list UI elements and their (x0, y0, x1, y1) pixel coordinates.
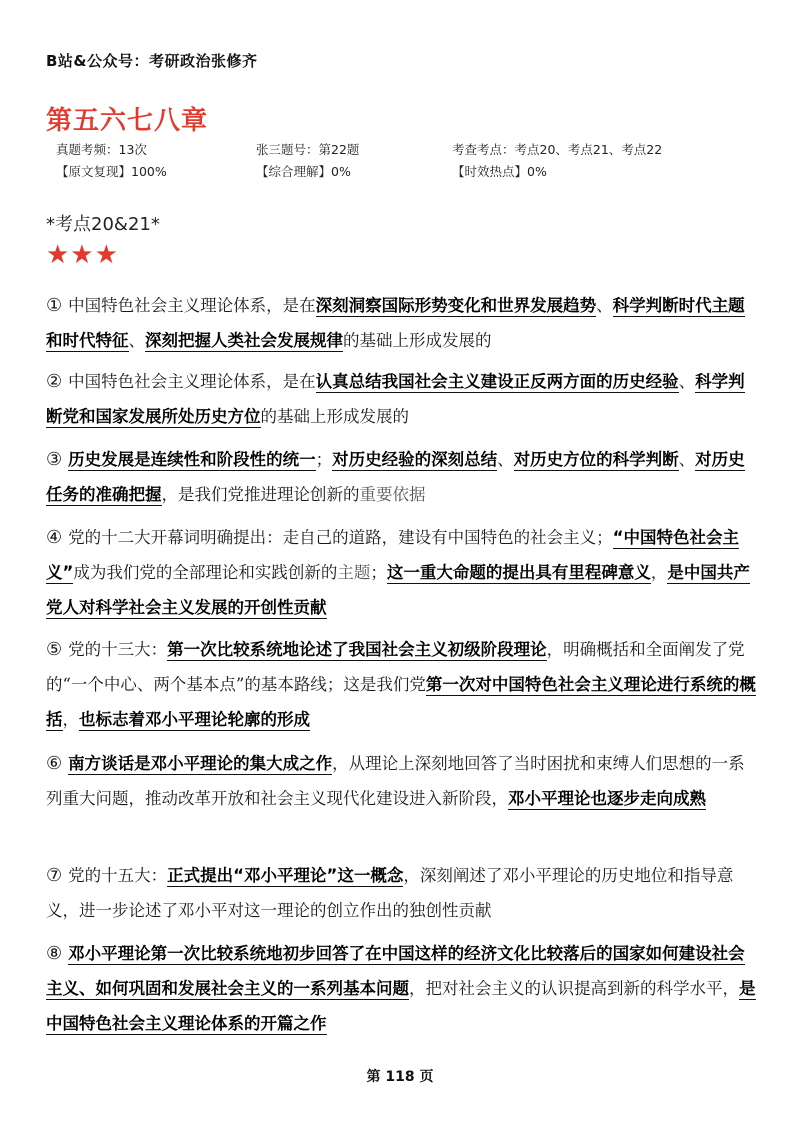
point-5 (46, 632, 758, 737)
key-phrase: 第一次对中国特色社会主义理论进行系统的概括 (46, 675, 756, 729)
meta-exam-frequency: 真题考频：13次 (56, 142, 147, 157)
point-number: ⑦ (46, 865, 63, 886)
meta-grid (56, 140, 756, 184)
text-segment: 、 (678, 372, 696, 391)
text-segment: ； (315, 450, 333, 469)
key-phrase: 也标志着邓小平理论轮廓的形成 (79, 710, 310, 729)
point-text (46, 640, 756, 731)
point-number: ⑧ (46, 943, 63, 964)
point-text (46, 296, 745, 352)
text-segment: ，从理论上深刻地回答了当时困扰和束缚人们思想的一系列重大问题，推动改革开放和社会主义现代化建设进入新阶段， (46, 754, 745, 808)
key-phrase: “中国特色社会主义” (46, 528, 739, 582)
point-number: ④ (46, 527, 63, 548)
point-4 (46, 520, 758, 625)
meta-row-frequency (56, 140, 756, 162)
meta-original-text: 【原文复现】100% (56, 164, 167, 179)
point-number: ② (46, 371, 63, 392)
meta-question-number: 张三题号：第22题 (256, 142, 360, 157)
point-text (46, 866, 733, 920)
meta-comprehension: 【综合理解】0% (256, 164, 351, 179)
importance-stars: ★★★ (46, 240, 119, 270)
text-segment: 的基础上形成发展的 (343, 331, 492, 350)
text-segment: 党的十三大： (68, 640, 168, 659)
text-segment: ，把对社会主义的认识提高到新的科学水平， (409, 979, 739, 998)
text-segment: ， (650, 563, 668, 582)
page-number: 第 118 页 (366, 1069, 434, 1085)
point-text (46, 450, 745, 506)
text-segment: 的基础上形成发展的 (260, 407, 409, 426)
key-phrase: 对历史方位的科学判断 (513, 450, 679, 469)
point-number: ③ (46, 449, 63, 470)
text-segment: 、 (596, 296, 613, 315)
key-phrase: 是中国特色社会主义理论体系的开篇之作 (46, 979, 756, 1033)
point-number: ⑥ (46, 753, 63, 774)
key-phrase: 认真总结我国社会主义建设正反两方面的历史经验 (315, 372, 679, 391)
text-segment: 中国特色社会主义理论体系，是在 (68, 296, 316, 315)
key-phrase: 对历史经验的深刻总结 (332, 450, 498, 469)
text-segment: ，深刻阐述了邓小平理论的历史地位和指导意义，进一步论述了邓小平对这一理论的创立作出的独创性贡献 (46, 866, 734, 920)
point-number: ① (46, 295, 63, 316)
text-segment: 、 (128, 331, 145, 350)
key-phrase: 邓小平理论也逐步走向成熟 (508, 789, 706, 808)
header-source: B站&公众号：考研政治张修齐 (46, 52, 258, 70)
key-phrase: 科学判断时代主题和时代特征 (46, 296, 745, 350)
text-segment: ， (62, 710, 79, 729)
key-phrase: 对历史任务的准确把握 (46, 450, 745, 504)
text-segment: 党的十二大开幕词明确提出：走自己的道路，建设有中国特色的社会主义； (68, 528, 613, 547)
point-text (46, 528, 750, 619)
text-segment: ，明确概括和全面阐发了党的“一个中心、两个基本点”的基本路线；这是我们党 (46, 640, 745, 694)
text-segment: 成为我们党的全部理论和实践创新的 (73, 563, 338, 582)
key-phrase: 是中国共产党人对科学社会主义发展的开创性贡献 (46, 563, 750, 617)
key-phrase: 这一重大命题的提出具有里程碑意义 (386, 563, 651, 582)
meta-exam-points: 考查考点：考点20、考点21、考点22 (452, 142, 663, 157)
meta-row-ratios (56, 162, 756, 184)
text-segment: 党的十五大： (68, 866, 168, 885)
key-phrase: 正式提出“邓小平理论”这一概念 (167, 866, 404, 885)
point-3 (46, 442, 758, 512)
text-segment: 、 (678, 450, 696, 469)
chapter-title: 第五六七八章 (46, 106, 209, 136)
section-tag: *考点20&21* (46, 214, 160, 235)
point-2 (46, 364, 758, 434)
key-phrase: 深刻洞察国际形势变化和世界发展趋势 (315, 296, 597, 315)
key-phrase: 科学判断党和国家发展所处历史方位 (46, 372, 745, 426)
key-phrase: 第一次比较系统地论述了我国社会主义初级阶段理论 (167, 640, 547, 659)
grey-phrase: 重要依据 (359, 485, 426, 504)
point-7 (46, 858, 758, 928)
point-number: ⑤ (46, 639, 63, 660)
point-text (46, 372, 745, 428)
grey-phrase: 主题 (337, 563, 371, 582)
text-segment: ； (370, 563, 387, 582)
text-segment: 中国特色社会主义理论体系，是在 (68, 372, 316, 391)
meta-hot-topic: 【时效热点】0% (452, 164, 547, 179)
point-text (46, 754, 745, 810)
key-phrase: 邓小平理论第一次比较系统地初步回答了在中国这样的经济文化比较落后的国家如何建设社会主义、如何巩固和发展社会主义的一系列基本问题 (46, 944, 745, 998)
key-phrase: 深刻把握人类社会发展规律 (145, 331, 343, 350)
point-6 (46, 746, 758, 816)
key-phrase: 南方谈话是邓小平理论的集大成之作 (68, 754, 333, 773)
key-phrase: 历史发展是连续性和阶段性的统一 (68, 450, 316, 469)
point-1 (46, 288, 758, 358)
text-segment: ，是我们党推进理论创新的 (161, 485, 360, 504)
point-text (46, 944, 756, 1035)
text-segment: 、 (497, 450, 514, 469)
point-8 (46, 936, 758, 1041)
